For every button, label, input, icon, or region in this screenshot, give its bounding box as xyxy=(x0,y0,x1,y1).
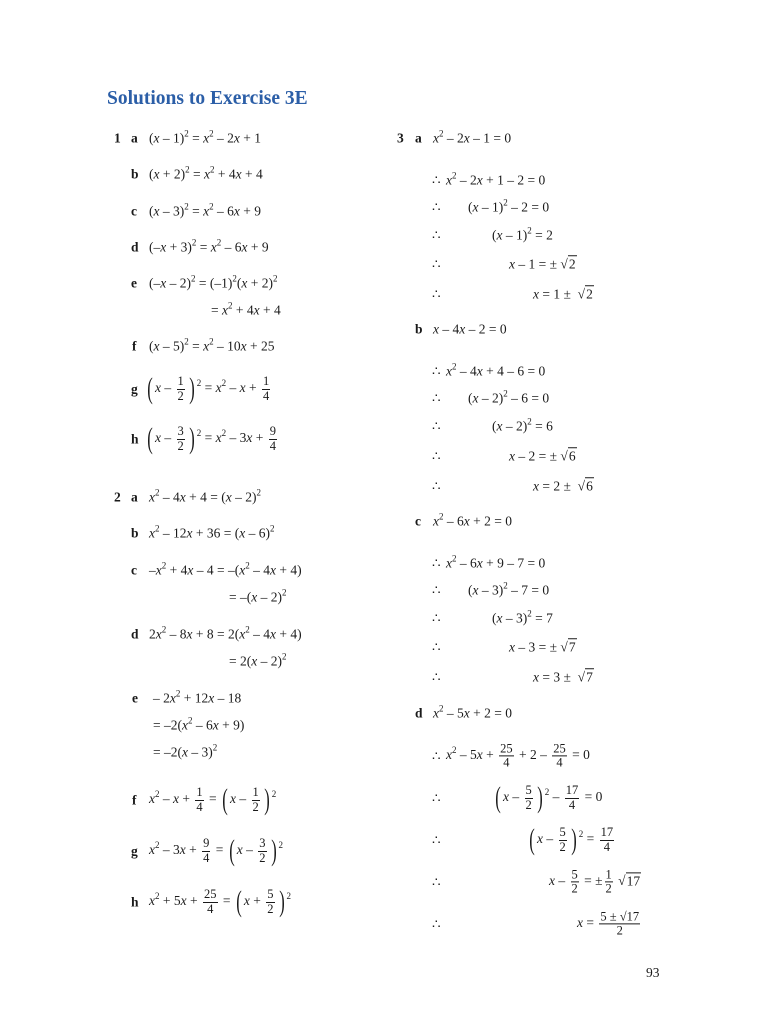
part-label-2b: b xyxy=(131,525,139,541)
solution-3a-step4: x – 1 = ± √2 xyxy=(509,256,576,272)
solution-2c-line1: $-x^2 + 4x - 4 = -(x^2 - 4x + 4)$ xyxy=(149,560,302,578)
page-number: 93 xyxy=(646,965,660,980)
solution-3b-answer: x = 2 ± √6 xyxy=(533,478,593,494)
solution-1c: $(x - 3)^2 = x^2 - 6x + 9$ xyxy=(149,201,261,219)
therefore-symbol: ∴ xyxy=(432,669,441,685)
therefore-symbol: ∴ xyxy=(432,448,441,464)
therefore-symbol: ∴ xyxy=(432,610,441,626)
part-label-1d: d xyxy=(131,239,139,255)
solution-3c-equation: $x^2 - 6x + 2 = 0$ xyxy=(433,511,512,529)
solution-3a-answer: x = 1 ± √2 xyxy=(533,286,593,302)
question-number-2: 2 xyxy=(114,489,121,505)
solution-2g: $x^2 - 3x$ + $\frac{9}{4}$ = ( x – $\frac{3}{2}$ ) $^2$ xyxy=(149,834,283,867)
part-label-1f: f xyxy=(132,338,137,354)
solution-3d-step4: x – $\frac{5}{2}$ = ± $\frac{1}{2}$ √17 xyxy=(549,867,641,896)
solution-3b-step1: $x^2 - 4x + 4 - 6 = 0$ xyxy=(446,361,546,379)
therefore-symbol: ∴ xyxy=(432,286,441,302)
solution-3c-step2: (x – 3)$^2$ – 7 = 0 xyxy=(468,580,550,598)
solution-3b-step4: x – 2 = ± √6 xyxy=(509,448,576,464)
solution-1d: $(-x + 3)^2 = x^2 - 6x + 9$ xyxy=(149,237,269,255)
part-label-3d: d xyxy=(415,705,423,721)
part-label-2a: a xyxy=(131,489,138,505)
solution-3a-step3: (x – 1)$^2$ = 2 xyxy=(492,225,553,243)
therefore-symbol: ∴ xyxy=(432,172,441,188)
therefore-symbol: ∴ xyxy=(432,790,441,806)
part-label-2e: e xyxy=(132,690,138,706)
page-title: Solutions to Exercise 3E xyxy=(107,88,308,109)
part-label-1c: c xyxy=(131,203,137,219)
solution-1g: ( x – $\frac{1}{2}$ ) $^2 = x^2 - x$ + $\frac{1}{4}$ xyxy=(147,372,270,405)
part-label-1h: h xyxy=(131,431,139,447)
solution-2e-line2: = $-2(x^2 - 6x + 9)$ xyxy=(153,715,245,733)
solution-3d-step3: ( x – $\frac{5}{2}$ ) $^2$ = $\frac{17}{4}$ xyxy=(529,823,614,856)
part-label-3c: c xyxy=(415,513,421,529)
solution-3b-step2: (x – 2)$^2$ – 6 = 0 xyxy=(468,388,550,406)
solution-2f: $x^2$ – x + $\frac{1}{4}$ = ( x – $\frac{1}{2}$ ) $^2$ xyxy=(149,783,277,816)
question-number-3: 3 xyxy=(397,130,404,146)
part-label-2d: d xyxy=(131,626,139,642)
solution-1b: $(x + 2)^2 = x^2 + 4x + 4$ xyxy=(149,164,263,182)
solution-1e-line2: = $x^2 + 4x + 4$ xyxy=(211,300,281,318)
solution-3a-step2: (x – 1)$^2$ – 2 = 0 xyxy=(468,197,550,215)
part-label-1a: a xyxy=(131,130,138,146)
solution-2c-line2: = –(x – 2)$^2$ xyxy=(229,587,287,605)
part-label-1e: e xyxy=(131,275,137,291)
part-label-2f: f xyxy=(132,792,137,808)
solution-3c-step4: x – 3 = ± √7 xyxy=(509,639,576,655)
part-label-1g: g xyxy=(131,381,138,397)
part-label-1b: b xyxy=(131,166,139,182)
solution-3d-step1: $x^2 - 5x$ + $\frac{25}{4}$ + 2 – $\frac{25}{4}$ = 0 xyxy=(446,741,590,770)
therefore-symbol: ∴ xyxy=(432,256,441,272)
solution-2h: $x^2 + 5x$ + $\frac{25}{4}$ = ( x + $\frac{5}{2}$ ) $^2$ xyxy=(149,885,291,918)
part-label-2g: g xyxy=(131,843,138,859)
therefore-symbol: ∴ xyxy=(432,916,441,932)
solution-1h: ( x – $\frac{3}{2}$ ) $^2 = x^2 - 3x$ + $\frac{9}{4}$ xyxy=(147,422,276,455)
solution-3b-step3: (x – 2)$^2$ = 6 xyxy=(492,416,553,434)
solution-2b: $x^2 - 12x + 36 = (x - 6)^2$ xyxy=(149,523,275,541)
therefore-symbol: ∴ xyxy=(432,748,441,764)
part-label-3b: b xyxy=(415,321,423,337)
solution-1e-line1: $(-x - 2)^2 = (-1)^2(x + 2)^2$ xyxy=(149,273,278,291)
therefore-symbol: ∴ xyxy=(432,418,441,434)
solution-1a: $(x - 1)^2 = x^2 - 2x + 1$ xyxy=(149,128,261,146)
solution-2d-line1: $2x^2 - 8x + 8 = 2(x^2 - 4x + 4)$ xyxy=(149,624,302,642)
therefore-symbol: ∴ xyxy=(432,390,441,406)
therefore-symbol: ∴ xyxy=(432,363,441,379)
solution-3d-step2: ( x – $\frac{5}{2}$ ) $^2$ – $\frac{17}{4}$ = 0 xyxy=(495,781,603,814)
therefore-symbol: ∴ xyxy=(432,478,441,494)
solution-3d-answer: x = $\frac{5 \pm √17}{2}$ xyxy=(577,909,640,938)
solution-1f: $(x - 5)^2 = x^2 - 10x + 25$ xyxy=(149,336,275,354)
solution-2a: $x^2 - 4x + 4 = (x - 2)^2$ xyxy=(149,487,261,505)
solution-3d-equation: $x^2 - 5x + 2 = 0$ xyxy=(433,703,512,721)
solution-3c-step3: (x – 3)$^2$ = 7 xyxy=(492,608,553,626)
part-label-3a: a xyxy=(415,130,422,146)
therefore-symbol: ∴ xyxy=(432,832,441,848)
therefore-symbol: ∴ xyxy=(432,199,441,215)
solution-2e-line1: – $2x^2 + 12x - 18$ xyxy=(153,688,242,706)
question-number-1: 1 xyxy=(114,130,121,146)
solution-3a-step1: $x^2 - 2x + 1 - 2 = 0$ xyxy=(446,170,546,188)
solution-3c-step1: $x^2 - 6x + 9 - 7 = 0$ xyxy=(446,553,546,571)
solution-2d-line2: = 2(x – 2)$^2$ xyxy=(229,651,287,669)
therefore-symbol: ∴ xyxy=(432,555,441,571)
part-label-2c: c xyxy=(131,562,137,578)
therefore-symbol: ∴ xyxy=(432,639,441,655)
solution-3a-equation: $x^2 - 2x - 1 = 0$ xyxy=(433,128,512,146)
therefore-symbol: ∴ xyxy=(432,874,441,890)
therefore-symbol: ∴ xyxy=(432,227,441,243)
solution-3c-answer: x = 3 ± √7 xyxy=(533,669,593,685)
solution-3b-equation: x – 4x – 2 = 0 xyxy=(433,321,507,337)
therefore-symbol: ∴ xyxy=(432,582,441,598)
part-label-2h: h xyxy=(131,894,139,910)
solution-2e-line3: = –2(x – 3)$^2$ xyxy=(153,742,218,760)
